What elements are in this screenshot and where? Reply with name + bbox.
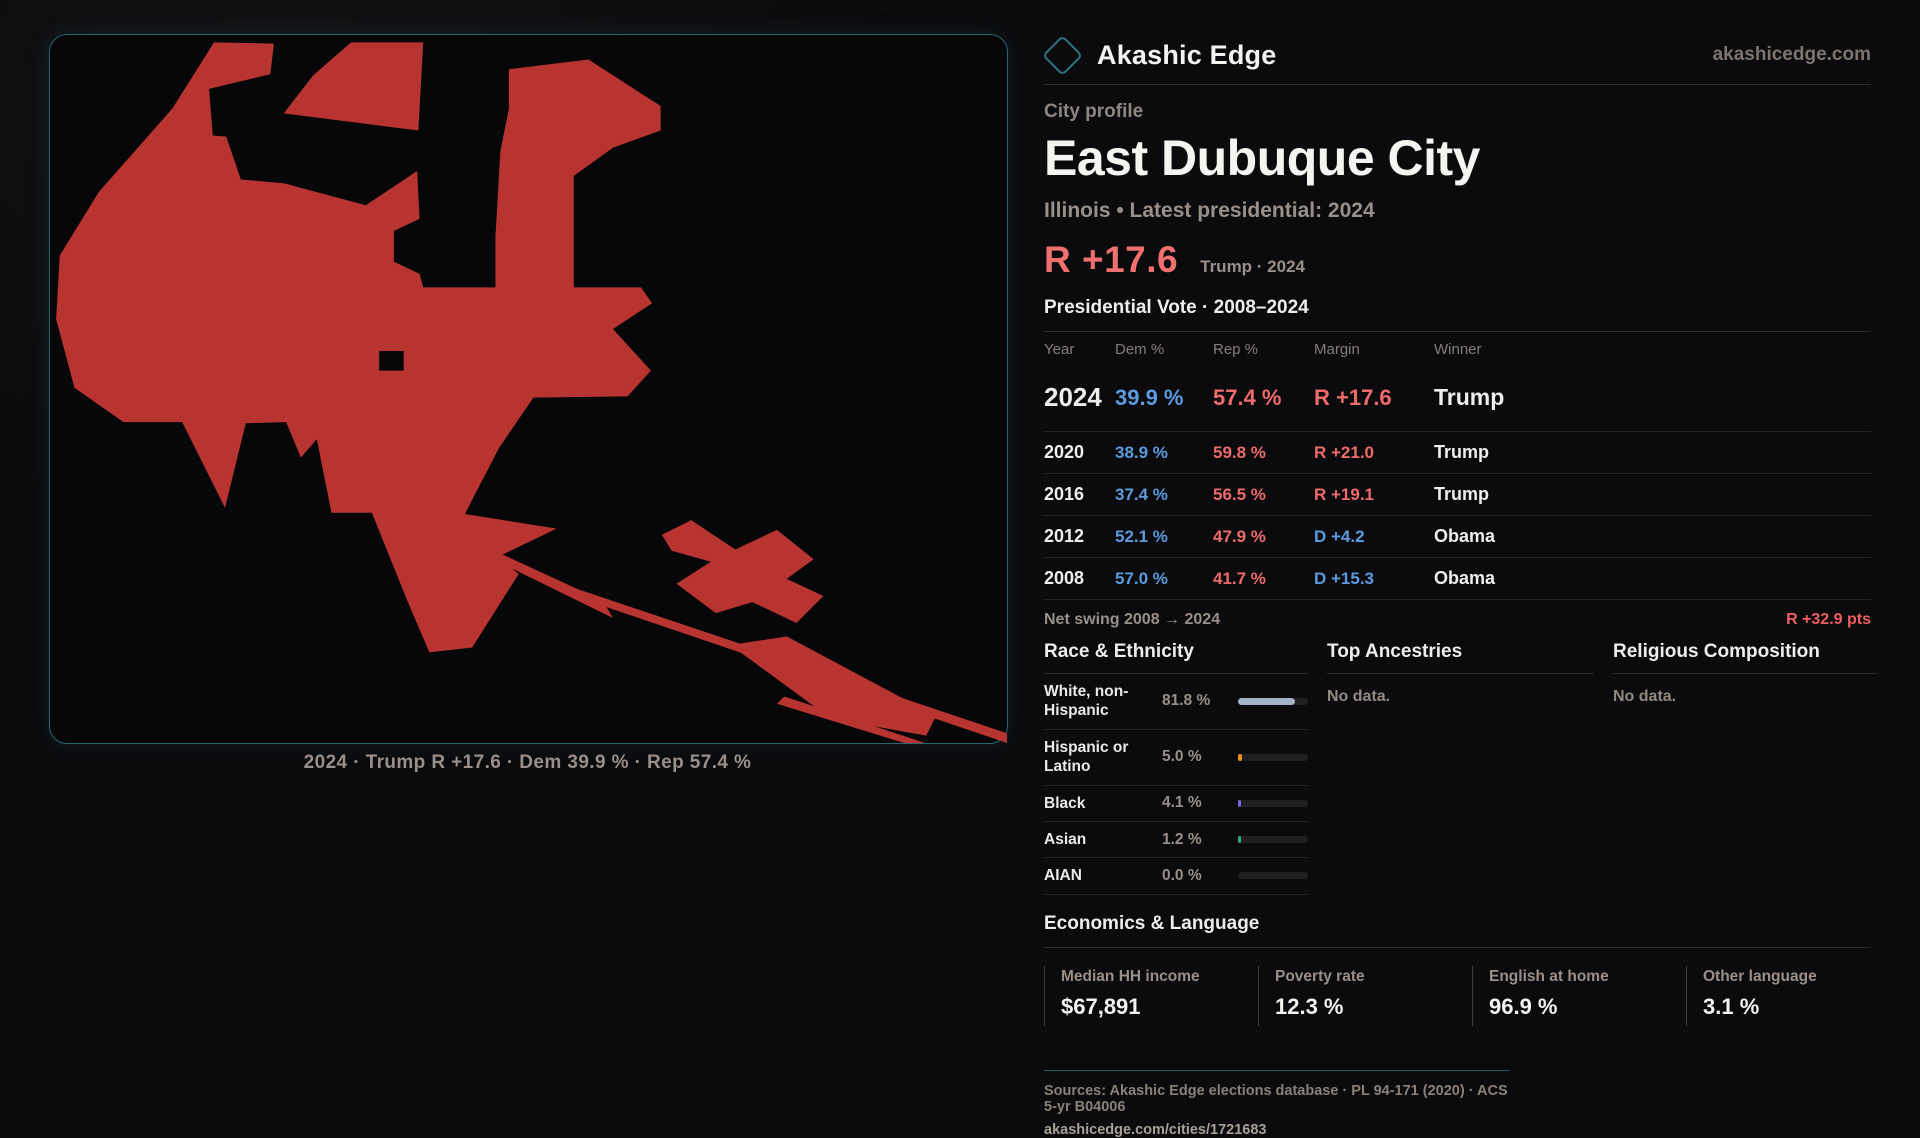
stat-label: Other language xyxy=(1703,967,1817,985)
race-row xyxy=(1044,858,1308,894)
cell-dem: 37.4 % xyxy=(1115,484,1168,504)
cell-dem: 38.9 % xyxy=(1115,442,1168,462)
map-enclave-hole xyxy=(379,351,403,371)
race-row xyxy=(1044,730,1308,786)
brand-name: Akashic Edge xyxy=(1097,39,1277,70)
race-ethnicity-section xyxy=(1044,641,1308,895)
race-bar-fill xyxy=(1238,836,1241,843)
race-bar-fill xyxy=(1238,698,1295,705)
religious-composition-title: Religious Composition xyxy=(1613,641,1877,674)
election-row-2020 xyxy=(1044,432,1871,474)
table-column-header: Dem % xyxy=(1115,341,1165,358)
religious-composition-section xyxy=(1613,641,1877,895)
race-label: Hispanic or Latino xyxy=(1044,738,1129,776)
city-boundary-map xyxy=(50,35,1007,743)
brand-domain-link[interactable]: akashicedge.com xyxy=(1712,44,1871,65)
race-bar xyxy=(1238,754,1308,761)
lead-margin-note: Trump · 2024 xyxy=(1200,257,1305,276)
top-ancestries-section xyxy=(1327,641,1594,895)
economics-stats xyxy=(1044,966,1871,1026)
page-title: East Dubuque City xyxy=(1044,130,1480,186)
sources-text: Sources: Akashic Edge elections database · PL 94-171 (2020) · ACS 5-yr B04006 xyxy=(1044,1082,1508,1115)
cell-winner: Obama xyxy=(1434,568,1496,588)
table-header-row xyxy=(1044,332,1871,366)
economics-title: Economics & Language xyxy=(1044,913,1871,948)
city-boundary-shape-3 xyxy=(662,520,824,623)
race-bar xyxy=(1238,698,1308,705)
stat-block xyxy=(1258,966,1472,1026)
race-label: White, non-Hispanic xyxy=(1044,683,1129,720)
cell-margin: D +15.3 xyxy=(1314,568,1375,588)
city-meta: Illinois • Latest presidential: 2024 xyxy=(1044,199,1375,222)
stat-value: 12.3 % xyxy=(1275,993,1344,1019)
cell-dem: 52.1 % xyxy=(1115,526,1168,546)
demographics-columns xyxy=(1044,641,1871,895)
race-row xyxy=(1044,822,1308,858)
race-bar-track xyxy=(1238,698,1308,705)
city-map-panel xyxy=(49,34,1008,744)
cell-dem: 39.9 % xyxy=(1115,384,1184,410)
race-bar xyxy=(1238,872,1308,879)
race-bar xyxy=(1238,836,1308,843)
kicker: City profile xyxy=(1044,101,1144,122)
diamond-logo-icon xyxy=(1042,34,1083,75)
cell-winner: Obama xyxy=(1434,526,1496,546)
presidential-table xyxy=(1044,366,1871,600)
race-value: 1.2 % xyxy=(1162,830,1202,848)
cell-year: 2024 xyxy=(1044,382,1102,412)
election-row-2012 xyxy=(1044,516,1871,558)
race-label: AIAN xyxy=(1044,867,1082,885)
race-bar xyxy=(1238,800,1308,807)
stat-block xyxy=(1686,966,1900,1026)
table-title: Presidential Vote · 2008–2024 xyxy=(1044,297,1871,332)
city-boundary-shape-2 xyxy=(495,59,660,237)
cell-margin: R +17.6 xyxy=(1314,384,1392,410)
race-ethnicity-title: Race & Ethnicity xyxy=(1044,641,1308,674)
election-row-2016 xyxy=(1044,474,1871,516)
stat-value: 96.9 % xyxy=(1489,993,1558,1019)
race-bar-track xyxy=(1238,872,1308,879)
cell-rep: 47.9 % xyxy=(1213,526,1266,546)
cell-year: 2020 xyxy=(1044,442,1085,462)
cell-rep: 56.5 % xyxy=(1213,484,1266,504)
race-value: 81.8 % xyxy=(1162,692,1211,710)
lead-margin-row xyxy=(1044,239,1871,281)
race-label: Black xyxy=(1044,794,1086,812)
header xyxy=(1044,30,1871,80)
race-value: 0.0 % xyxy=(1162,866,1202,884)
stat-block xyxy=(1044,966,1258,1026)
top-ancestries-empty: No data. xyxy=(1327,688,1391,705)
cell-year: 2008 xyxy=(1044,568,1085,588)
top-ancestries-title: Top Ancestries xyxy=(1327,641,1594,674)
cell-winner: Trump xyxy=(1434,384,1505,410)
table-column-header: Winner xyxy=(1434,341,1482,358)
race-ethnicity-list xyxy=(1044,674,1308,895)
cell-margin: R +19.1 xyxy=(1314,484,1375,504)
race-bar-track xyxy=(1238,836,1308,843)
profile-column xyxy=(1044,30,1871,1138)
religious-composition-empty: No data. xyxy=(1613,688,1677,705)
stat-value: 3.1 % xyxy=(1703,993,1760,1019)
cell-year: 2016 xyxy=(1044,484,1085,504)
net-swing-row xyxy=(1044,600,1871,639)
race-row xyxy=(1044,674,1308,730)
cell-rep: 57.4 % xyxy=(1213,384,1282,410)
table-column-header: Margin xyxy=(1314,341,1360,358)
cell-margin: D +4.2 xyxy=(1314,526,1365,546)
stat-block xyxy=(1472,966,1686,1026)
election-row-2008 xyxy=(1044,558,1871,600)
cell-winner: Trump xyxy=(1434,484,1490,504)
race-bar-track xyxy=(1238,754,1308,761)
race-value: 4.1 % xyxy=(1162,794,1202,812)
race-value: 5.0 % xyxy=(1162,748,1202,766)
net-swing-value: R +32.9 pts xyxy=(1786,611,1871,628)
cell-rep: 59.8 % xyxy=(1213,442,1266,462)
cell-year: 2012 xyxy=(1044,526,1085,546)
lead-margin-value: R +17.6 xyxy=(1044,239,1179,280)
header-divider xyxy=(1044,84,1871,85)
city-boundary-shape-1 xyxy=(284,42,424,130)
stat-value: $67,891 xyxy=(1061,993,1141,1019)
race-bar-fill xyxy=(1238,800,1241,807)
race-bar-fill xyxy=(1238,754,1242,761)
map-caption: 2024 · Trump R +17.6 · Dem 39.9 % · Rep 57.4 % xyxy=(303,752,752,773)
footer-divider xyxy=(1044,1070,1510,1071)
stat-label: Poverty rate xyxy=(1275,967,1365,985)
cell-winner: Trump xyxy=(1434,442,1490,462)
cell-dem: 57.0 % xyxy=(1115,568,1168,588)
table-column-header: Rep % xyxy=(1213,341,1259,358)
footer-url-link[interactable]: akashicedge.com/cities/1721683 xyxy=(1044,1121,1267,1138)
cell-rep: 41.7 % xyxy=(1213,568,1266,588)
race-row xyxy=(1044,786,1308,822)
race-label: Asian xyxy=(1044,830,1087,848)
table-column-header: Year xyxy=(1044,341,1075,358)
stat-label: Median HH income xyxy=(1061,967,1200,985)
race-bar-track xyxy=(1238,800,1308,807)
election-row-2024 xyxy=(1044,366,1871,432)
stat-label: English at home xyxy=(1489,967,1609,985)
net-swing-label: Net swing 2008 → 2024 xyxy=(1044,611,1221,628)
cell-margin: R +21.0 xyxy=(1314,442,1375,462)
